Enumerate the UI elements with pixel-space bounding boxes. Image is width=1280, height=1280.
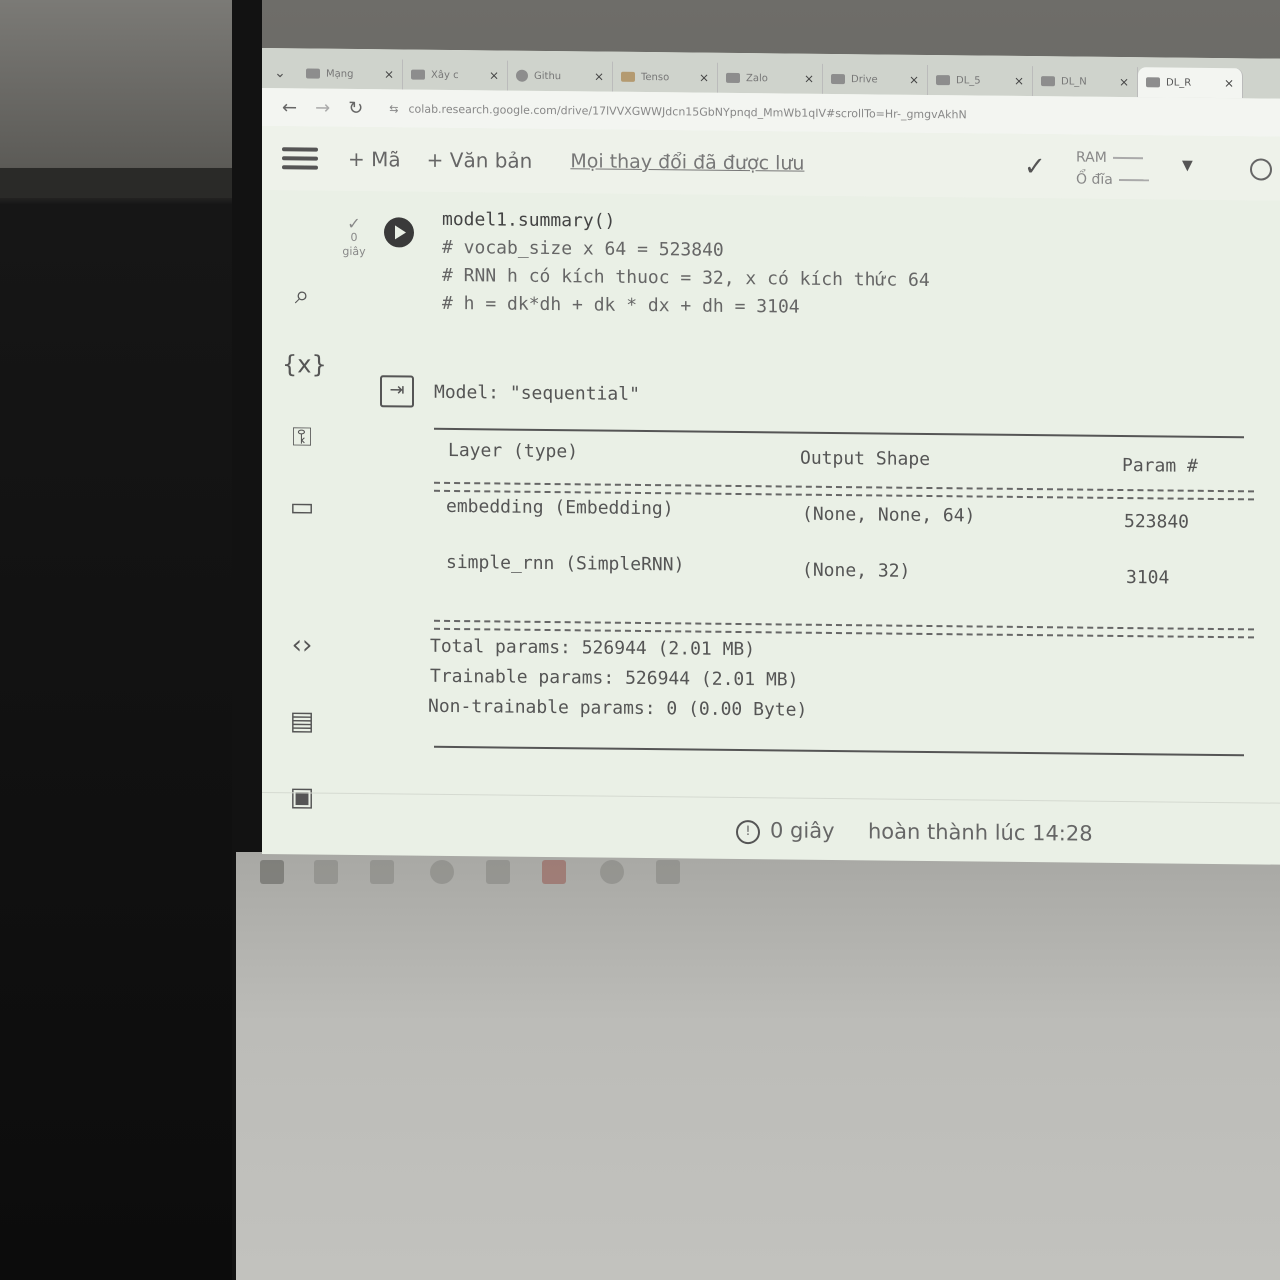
- close-tab-icon[interactable]: ×: [1118, 74, 1129, 90]
- header-shape: Output Shape: [800, 447, 931, 470]
- table-of-contents-icon[interactable]: [282, 142, 318, 174]
- command-palette-icon[interactable]: ▤: [289, 706, 315, 737]
- tab-item[interactable]: [718, 63, 823, 94]
- row-params: 523840: [1124, 511, 1190, 533]
- close-tab-icon[interactable]: ×: [1013, 73, 1024, 88]
- code-cell[interactable]: [334, 191, 1280, 865]
- ram-bar: [1113, 157, 1143, 159]
- completion-time: hoàn thành lúc 14:28: [868, 819, 1093, 846]
- row-layer: embedding (Embedding): [446, 495, 674, 520]
- task-view-icon[interactable]: [370, 860, 394, 884]
- trainable-params: Trainable params: 526944 (2.01 MB): [430, 665, 799, 691]
- tab-search-dropdown-icon[interactable]: ⌄: [274, 65, 286, 82]
- tab-item-active[interactable]: [1138, 67, 1243, 98]
- tensorflow-icon: [621, 72, 635, 82]
- header-layer: Layer (type): [448, 439, 579, 463]
- colab-toolbar: [262, 126, 1280, 201]
- reload-icon[interactable]: ↻: [348, 97, 364, 119]
- youtube-icon: [411, 70, 425, 80]
- left-sidebar: [262, 190, 332, 855]
- search-icon[interactable]: ⌕: [294, 280, 310, 311]
- output-actions-icon[interactable]: ⇥: [380, 375, 414, 407]
- close-tab-icon[interactable]: ×: [488, 68, 499, 83]
- tab-item[interactable]: [1033, 66, 1138, 97]
- blackboard-frame: [0, 168, 232, 198]
- tab-item[interactable]: [403, 59, 508, 90]
- close-tab-icon[interactable]: ×: [1223, 76, 1234, 91]
- execution-duration[interactable]: 0 giây: [770, 818, 835, 843]
- chrome-icon[interactable]: [430, 860, 454, 884]
- code-editor[interactable]: [442, 206, 930, 323]
- run-cell-button[interactable]: [384, 217, 414, 247]
- clock-icon: !: [736, 820, 760, 844]
- tab-label: Tenso: [641, 71, 670, 83]
- tab-item[interactable]: [298, 58, 403, 89]
- code-comment: # h = dk*dh + dk * dx + dh = 3104: [442, 292, 800, 318]
- terminal-icon[interactable]: ▣: [289, 782, 315, 813]
- connected-check-icon[interactable]: ✓: [1024, 151, 1046, 183]
- colab-icon: [1146, 77, 1160, 87]
- tab-item[interactable]: [823, 64, 928, 95]
- site-settings-icon[interactable]: ⇆: [389, 101, 399, 115]
- row-shape: (None, None, 64): [802, 503, 976, 527]
- code-comment: # vocab_size x 64 = 523840: [442, 236, 724, 261]
- zalo-icon: [726, 73, 740, 83]
- tab-label: Zalo: [746, 72, 768, 84]
- row-shape: (None, 32): [802, 559, 911, 582]
- file-explorer-icon[interactable]: [486, 860, 510, 884]
- resource-monitor[interactable]: [1076, 147, 1149, 192]
- youtube-icon: [306, 68, 320, 78]
- close-tab-icon[interactable]: ×: [383, 67, 394, 82]
- tab-label: DL_5: [956, 74, 981, 87]
- app-icon[interactable]: [600, 860, 624, 884]
- close-tab-icon[interactable]: ×: [908, 72, 919, 87]
- projector-screen-lower: [236, 852, 1280, 1280]
- disk-label: Ổ đĩa: [1076, 171, 1113, 188]
- table-top-rule: [434, 428, 1244, 438]
- secrets-key-icon[interactable]: ⚿: [292, 422, 312, 453]
- tab-label: DL_N: [1061, 75, 1087, 88]
- projected-browser-window: [262, 48, 1280, 865]
- execution-seconds: 0: [350, 230, 358, 245]
- tab-item[interactable]: [613, 62, 718, 93]
- model-name-line: Model: "sequential": [434, 381, 640, 405]
- rows-separator: [434, 620, 1254, 639]
- app-icon[interactable]: [656, 860, 680, 884]
- tab-item[interactable]: [928, 65, 1033, 96]
- drive-icon: [831, 74, 845, 84]
- tab-label: Githu: [534, 70, 562, 82]
- windows-taskbar: [236, 852, 1280, 896]
- save-status-link[interactable]: Mọi thay đổi đã được lưu: [570, 150, 805, 175]
- row-params: 3104: [1126, 567, 1170, 589]
- execution-unit: giây: [342, 244, 366, 259]
- windows-start-icon[interactable]: [260, 860, 284, 884]
- url-field[interactable]: [389, 102, 966, 121]
- disk-bar: [1119, 179, 1149, 181]
- powerpoint-icon[interactable]: [542, 860, 566, 884]
- add-code-button[interactable]: + Mã: [348, 146, 401, 172]
- taskbar-search-icon[interactable]: [314, 860, 338, 884]
- executed-check-icon: ✓: [347, 213, 361, 234]
- colab-icon: [936, 75, 950, 85]
- url-text: colab.research.google.com/drive/17lVVXGWWJdcn15GbNYpnqd_MmWb1qIV#scrollTo=Hr-_gmgvAkhN: [408, 102, 967, 121]
- tab-label: Mạng: [326, 68, 354, 80]
- row-layer: simple_rnn (SimpleRNN): [446, 551, 685, 576]
- variables-icon[interactable]: {x}: [282, 350, 327, 379]
- execution-status: [334, 213, 374, 259]
- table-bottom-rule: [434, 746, 1244, 756]
- runtime-dropdown-icon[interactable]: ▼: [1182, 157, 1193, 174]
- tab-label: Xây c: [431, 69, 459, 81]
- colab-icon: [1041, 76, 1055, 86]
- files-folder-icon[interactable]: ▭: [289, 492, 315, 523]
- forward-icon[interactable]: →: [315, 97, 331, 119]
- tab-label: Drive: [851, 73, 878, 85]
- close-tab-icon[interactable]: ×: [803, 71, 814, 86]
- close-tab-icon[interactable]: ×: [698, 70, 709, 85]
- header-params: Param #: [1122, 455, 1198, 477]
- non-trainable-params: Non-trainable params: 0 (0.00 Byte): [428, 695, 808, 721]
- back-icon[interactable]: ←: [282, 96, 298, 118]
- gemini-icon[interactable]: [1250, 158, 1272, 180]
- tab-item[interactable]: [508, 61, 613, 92]
- ram-label: RAM: [1076, 149, 1107, 166]
- add-text-button[interactable]: + Văn bản: [426, 147, 533, 173]
- tab-label: DL_R: [1166, 76, 1192, 89]
- code-line: model1.summary(): [442, 208, 616, 232]
- github-icon: [516, 70, 528, 82]
- code-snippets-icon[interactable]: ‹›: [291, 630, 313, 661]
- code-comment: # RNN h có kích thuoc = 32, x có kích thức 64: [442, 264, 930, 291]
- close-tab-icon[interactable]: ×: [593, 69, 604, 84]
- total-params: Total params: 526944 (2.01 MB): [430, 635, 756, 661]
